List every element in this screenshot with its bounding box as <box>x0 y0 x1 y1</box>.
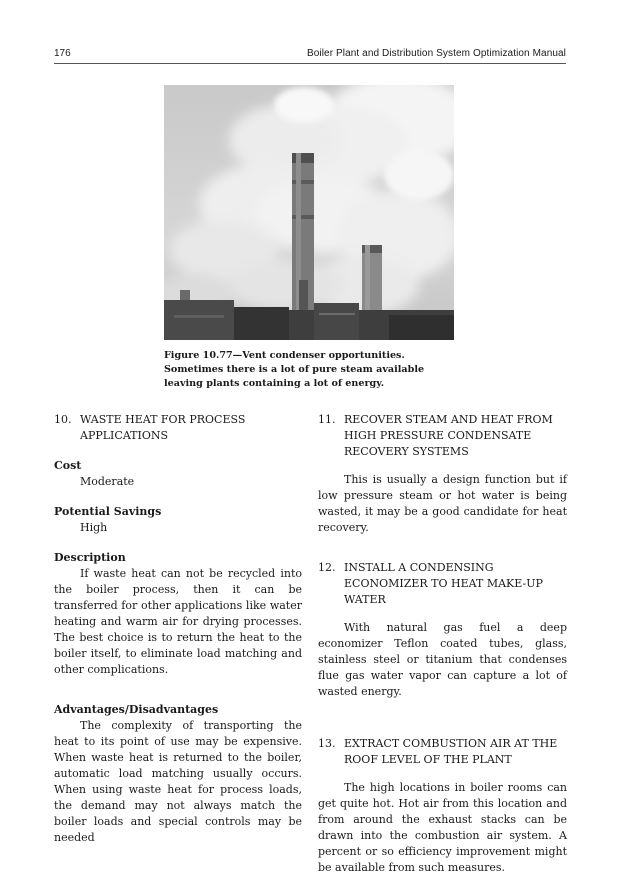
page-header <box>54 47 566 64</box>
section-title: WASTE HEAT FOR PROCESS APPLICATIONS <box>80 413 246 442</box>
section-13-heading <box>318 736 567 768</box>
section-13-text: The high locations in boiler rooms can get quite hot. Hot air from this location and from around the exhaust stacks can be drawn into the combustion air system. A percent or so efficiency improvement might be available from such measures. <box>318 781 567 874</box>
figure-photo <box>164 85 454 340</box>
left-column <box>54 412 302 846</box>
description-label: Description <box>54 551 126 564</box>
advantages-label: Advantages/Disadvantages <box>54 703 219 716</box>
page-number: 176 <box>54 48 71 59</box>
figure-caption: Figure 10.77—Vent condenser opportunities. Sometimes there is a lot of pure steam available leaving plants containing a lot of energy. <box>164 350 425 389</box>
section-number: 11. <box>318 413 336 426</box>
cost-value: Moderate <box>80 475 135 488</box>
section-10-heading <box>54 412 302 444</box>
section-number: 10. <box>54 413 72 426</box>
section-title: EXTRACT COMBUSTION AIR AT THE ROOF LEVEL OF THE PLANT <box>344 737 558 766</box>
description-text: If waste heat can not be recycled into the boiler process, then it can be transferred for other applications like water heating and warm air for drying processes. The best choice is to return the heat to the boiler itself, to eliminate load matching and other complications. <box>54 567 302 676</box>
running-title: Boiler Plant and Distribution System Optimization Manual <box>306 48 566 59</box>
section-number: 12. <box>318 561 336 574</box>
section-title: INSTALL A CONDENSING ECONOMIZER TO HEAT MAKE-UP WATER <box>344 561 543 606</box>
right-column <box>318 412 567 876</box>
section-11-text: This is usually a design function but if low pressure steam or hot water is being wasted, it may be a good candidate for heat recovery. <box>318 473 567 534</box>
savings-label: Potential Savings <box>54 505 162 518</box>
section-12-heading <box>318 560 567 608</box>
section-title: RECOVER STEAM AND HEAT FROM HIGH PRESSURE CONDENSATE RECOVERY SYSTEMS <box>344 413 553 458</box>
section-12-text: With natural gas fuel a deep economizer Teflon coated tubes, glass, stainless steel or titanium that condenses flue gas water vapor can capture a lot of wasted energy. <box>318 621 567 698</box>
smokestacks-image <box>164 85 454 340</box>
cost-label: Cost <box>54 459 82 472</box>
section-number: 13. <box>318 737 336 750</box>
savings-value: High <box>80 521 108 534</box>
section-11-heading <box>318 412 567 460</box>
advantages-text: The complexity of transporting the heat to its point of use may be expensive. When waste heat is returned to the boiler, automatic load matching usually occurs. When using waste heat for process loads, the demand may not always match the boiler loads and special controls may be needed <box>54 719 302 844</box>
